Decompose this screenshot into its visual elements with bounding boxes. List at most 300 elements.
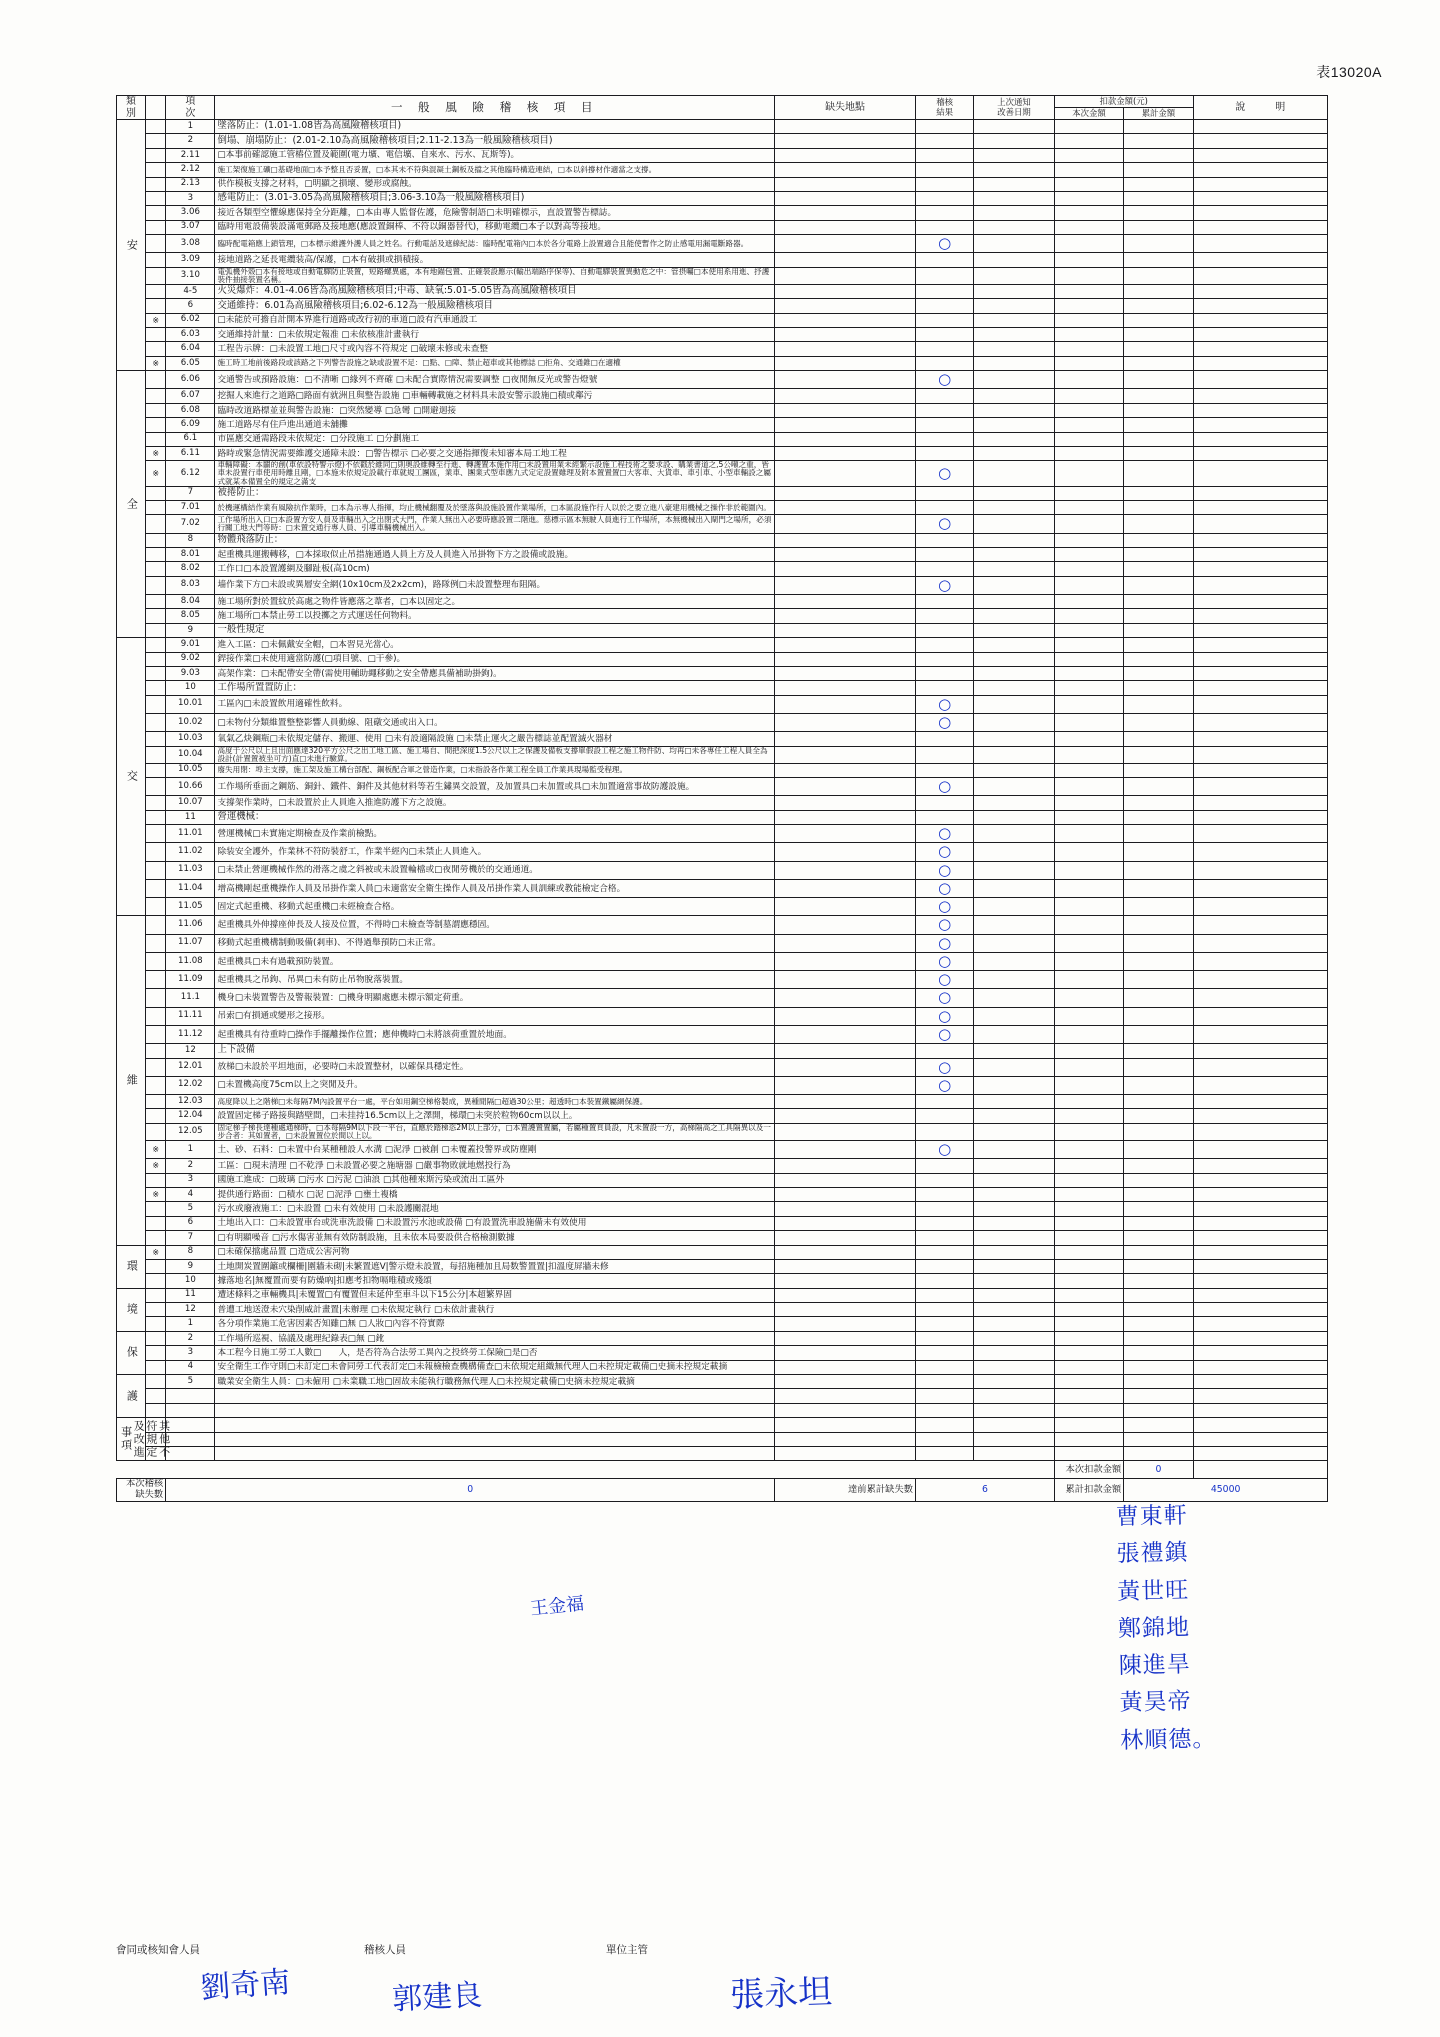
amount-total[interactable] bbox=[1124, 562, 1193, 576]
amount-this[interactable] bbox=[1054, 810, 1123, 824]
amount-total[interactable] bbox=[1124, 1432, 1193, 1446]
remark[interactable] bbox=[1193, 1159, 1327, 1173]
amount-total[interactable] bbox=[1124, 148, 1193, 162]
amount-total[interactable] bbox=[1124, 825, 1193, 843]
audit-result[interactable] bbox=[916, 1245, 974, 1259]
defect-location[interactable] bbox=[775, 461, 916, 486]
remark[interactable] bbox=[1193, 134, 1327, 148]
audit-result[interactable] bbox=[916, 1360, 974, 1374]
remark[interactable] bbox=[1193, 1173, 1327, 1187]
amount-this[interactable] bbox=[1054, 220, 1123, 234]
previous-fix-date[interactable] bbox=[974, 1159, 1055, 1173]
previous-fix-date[interactable] bbox=[974, 879, 1055, 897]
previous-fix-date[interactable] bbox=[974, 177, 1055, 191]
defect-location[interactable] bbox=[775, 486, 916, 500]
previous-fix-date[interactable] bbox=[974, 1331, 1055, 1345]
defect-location[interactable] bbox=[775, 1245, 916, 1259]
amount-this[interactable] bbox=[1054, 1140, 1123, 1158]
previous-fix-date[interactable] bbox=[974, 1375, 1055, 1389]
audit-result[interactable] bbox=[916, 1288, 974, 1302]
amount-total[interactable] bbox=[1124, 1187, 1193, 1201]
amount-total[interactable] bbox=[1124, 934, 1193, 952]
previous-fix-date[interactable] bbox=[974, 447, 1055, 461]
defect-location[interactable] bbox=[775, 898, 916, 916]
previous-fix-date[interactable] bbox=[974, 778, 1055, 796]
remark[interactable] bbox=[1193, 1140, 1327, 1158]
audit-result[interactable]: ○ bbox=[916, 576, 974, 594]
amount-total[interactable] bbox=[1124, 500, 1193, 514]
previous-fix-date[interactable] bbox=[974, 1274, 1055, 1288]
audit-result[interactable] bbox=[916, 148, 974, 162]
amount-total[interactable] bbox=[1124, 746, 1193, 763]
audit-result[interactable] bbox=[916, 191, 974, 205]
defect-location[interactable] bbox=[775, 148, 916, 162]
amount-this[interactable] bbox=[1054, 191, 1123, 205]
defect-location[interactable] bbox=[775, 533, 916, 547]
audit-result[interactable]: ○ bbox=[916, 916, 974, 934]
amount-total[interactable] bbox=[1124, 253, 1193, 267]
remark[interactable] bbox=[1193, 1187, 1327, 1201]
remark[interactable] bbox=[1193, 1418, 1327, 1432]
audit-result[interactable] bbox=[916, 810, 974, 824]
amount-total[interactable] bbox=[1124, 1403, 1193, 1417]
previous-fix-date[interactable] bbox=[974, 1245, 1055, 1259]
audit-result[interactable] bbox=[916, 1187, 974, 1201]
audit-result[interactable] bbox=[916, 652, 974, 666]
amount-total[interactable] bbox=[1124, 1058, 1193, 1076]
audit-result[interactable]: ○ bbox=[916, 843, 974, 861]
amount-total[interactable] bbox=[1124, 1159, 1193, 1173]
audit-result[interactable] bbox=[916, 1446, 974, 1460]
defect-location[interactable] bbox=[775, 796, 916, 810]
audit-result[interactable] bbox=[916, 1375, 974, 1389]
audit-result[interactable]: ○ bbox=[916, 879, 974, 897]
previous-fix-date[interactable] bbox=[974, 547, 1055, 561]
defect-location[interactable] bbox=[775, 1432, 916, 1446]
remark[interactable] bbox=[1193, 713, 1327, 731]
audit-result[interactable] bbox=[916, 1159, 974, 1173]
defect-location[interactable] bbox=[775, 1109, 916, 1123]
audit-result[interactable] bbox=[916, 1259, 974, 1273]
amount-this[interactable] bbox=[1054, 778, 1123, 796]
audit-result[interactable] bbox=[916, 562, 974, 576]
remark[interactable] bbox=[1193, 356, 1327, 370]
amount-this[interactable] bbox=[1054, 356, 1123, 370]
amount-total[interactable] bbox=[1124, 389, 1193, 403]
defect-location[interactable] bbox=[775, 746, 916, 763]
amount-this[interactable] bbox=[1054, 695, 1123, 713]
remark[interactable] bbox=[1193, 1025, 1327, 1043]
defect-location[interactable] bbox=[775, 120, 916, 134]
previous-fix-date[interactable] bbox=[974, 1123, 1055, 1140]
previous-fix-date[interactable] bbox=[974, 432, 1055, 446]
previous-fix-date[interactable] bbox=[974, 1389, 1055, 1403]
amount-this[interactable] bbox=[1054, 403, 1123, 417]
remark[interactable] bbox=[1193, 403, 1327, 417]
defect-location[interactable] bbox=[775, 500, 916, 514]
audit-result[interactable] bbox=[916, 1303, 974, 1317]
amount-this[interactable] bbox=[1054, 713, 1123, 731]
previous-fix-date[interactable] bbox=[974, 1216, 1055, 1230]
previous-fix-date[interactable] bbox=[974, 1231, 1055, 1245]
amount-total[interactable] bbox=[1124, 220, 1193, 234]
remark[interactable] bbox=[1193, 681, 1327, 695]
amount-this[interactable] bbox=[1054, 313, 1123, 327]
remark[interactable] bbox=[1193, 163, 1327, 177]
audit-result[interactable]: ○ bbox=[916, 1140, 974, 1158]
defect-location[interactable] bbox=[775, 1173, 916, 1187]
remark[interactable] bbox=[1193, 825, 1327, 843]
previous-fix-date[interactable] bbox=[974, 235, 1055, 253]
amount-total[interactable] bbox=[1124, 328, 1193, 342]
remark[interactable] bbox=[1193, 666, 1327, 680]
amount-total[interactable] bbox=[1124, 515, 1193, 533]
amount-this[interactable] bbox=[1054, 1187, 1123, 1201]
amount-this[interactable] bbox=[1054, 1403, 1123, 1417]
amount-this[interactable] bbox=[1054, 879, 1123, 897]
amount-total[interactable] bbox=[1124, 989, 1193, 1007]
audit-result[interactable] bbox=[916, 1216, 974, 1230]
audit-result[interactable] bbox=[916, 638, 974, 652]
amount-total[interactable] bbox=[1124, 1123, 1193, 1140]
amount-this[interactable] bbox=[1054, 652, 1123, 666]
remark[interactable] bbox=[1193, 1446, 1327, 1460]
amount-this[interactable] bbox=[1054, 1331, 1123, 1345]
amount-total[interactable] bbox=[1124, 796, 1193, 810]
audit-result[interactable] bbox=[916, 120, 974, 134]
previous-fix-date[interactable] bbox=[974, 120, 1055, 134]
audit-result[interactable] bbox=[916, 220, 974, 234]
previous-fix-date[interactable] bbox=[974, 1446, 1055, 1460]
amount-total[interactable] bbox=[1124, 1360, 1193, 1374]
defect-location[interactable] bbox=[775, 177, 916, 191]
amount-this[interactable] bbox=[1054, 371, 1123, 389]
remark[interactable] bbox=[1193, 267, 1327, 284]
audit-result[interactable] bbox=[916, 595, 974, 609]
defect-location[interactable] bbox=[775, 1202, 916, 1216]
remark[interactable] bbox=[1193, 1076, 1327, 1094]
previous-fix-date[interactable] bbox=[974, 695, 1055, 713]
previous-fix-date[interactable] bbox=[974, 666, 1055, 680]
defect-location[interactable] bbox=[775, 1288, 916, 1302]
amount-this[interactable] bbox=[1054, 1076, 1123, 1094]
previous-fix-date[interactable] bbox=[974, 681, 1055, 695]
remark[interactable] bbox=[1193, 879, 1327, 897]
amount-total[interactable] bbox=[1124, 1109, 1193, 1123]
defect-location[interactable] bbox=[775, 432, 916, 446]
amount-this[interactable] bbox=[1054, 843, 1123, 861]
defect-location[interactable] bbox=[775, 1159, 916, 1173]
audit-result[interactable] bbox=[916, 206, 974, 220]
amount-this[interactable] bbox=[1054, 576, 1123, 594]
amount-this[interactable] bbox=[1054, 1025, 1123, 1043]
remark[interactable] bbox=[1193, 1360, 1327, 1374]
remark[interactable] bbox=[1193, 371, 1327, 389]
audit-result[interactable] bbox=[916, 356, 974, 370]
remark[interactable] bbox=[1193, 1317, 1327, 1331]
audit-result[interactable] bbox=[916, 284, 974, 298]
amount-this[interactable] bbox=[1054, 1173, 1123, 1187]
defect-location[interactable] bbox=[775, 1216, 916, 1230]
amount-total[interactable] bbox=[1124, 609, 1193, 623]
remark[interactable] bbox=[1193, 220, 1327, 234]
defect-location[interactable] bbox=[775, 447, 916, 461]
defect-location[interactable] bbox=[775, 1346, 916, 1360]
amount-this[interactable] bbox=[1054, 1058, 1123, 1076]
audit-result[interactable] bbox=[916, 547, 974, 561]
audit-result[interactable] bbox=[916, 796, 974, 810]
defect-location[interactable] bbox=[775, 1317, 916, 1331]
amount-total[interactable] bbox=[1124, 1044, 1193, 1058]
amount-this[interactable] bbox=[1054, 609, 1123, 623]
previous-fix-date[interactable] bbox=[974, 533, 1055, 547]
amount-total[interactable] bbox=[1124, 461, 1193, 486]
amount-total[interactable] bbox=[1124, 1025, 1193, 1043]
remark[interactable] bbox=[1193, 1109, 1327, 1123]
previous-fix-date[interactable] bbox=[974, 934, 1055, 952]
defect-location[interactable] bbox=[775, 652, 916, 666]
defect-location[interactable] bbox=[775, 1095, 916, 1109]
remark[interactable] bbox=[1193, 1303, 1327, 1317]
audit-result[interactable] bbox=[916, 1346, 974, 1360]
amount-this[interactable] bbox=[1054, 1245, 1123, 1259]
previous-fix-date[interactable] bbox=[974, 898, 1055, 916]
remark[interactable] bbox=[1193, 389, 1327, 403]
previous-fix-date[interactable] bbox=[974, 148, 1055, 162]
remark[interactable] bbox=[1193, 732, 1327, 746]
audit-result[interactable]: ○ bbox=[916, 861, 974, 879]
remark[interactable] bbox=[1193, 253, 1327, 267]
amount-total[interactable] bbox=[1124, 299, 1193, 313]
amount-this[interactable] bbox=[1054, 732, 1123, 746]
audit-result[interactable] bbox=[916, 1418, 974, 1432]
remark[interactable] bbox=[1193, 695, 1327, 713]
audit-result[interactable] bbox=[916, 342, 974, 356]
defect-location[interactable] bbox=[775, 134, 916, 148]
defect-location[interactable] bbox=[775, 1274, 916, 1288]
remark[interactable] bbox=[1193, 1274, 1327, 1288]
amount-total[interactable] bbox=[1124, 403, 1193, 417]
amount-this[interactable] bbox=[1054, 1044, 1123, 1058]
remark[interactable] bbox=[1193, 1259, 1327, 1273]
previous-fix-date[interactable] bbox=[974, 1346, 1055, 1360]
amount-total[interactable] bbox=[1124, 432, 1193, 446]
defect-location[interactable] bbox=[775, 843, 916, 861]
amount-total[interactable] bbox=[1124, 371, 1193, 389]
audit-result[interactable] bbox=[916, 447, 974, 461]
amount-total[interactable] bbox=[1124, 763, 1193, 777]
previous-fix-date[interactable] bbox=[974, 267, 1055, 284]
amount-this[interactable] bbox=[1054, 533, 1123, 547]
amount-this[interactable] bbox=[1054, 971, 1123, 989]
audit-result[interactable]: ○ bbox=[916, 934, 974, 952]
remark[interactable] bbox=[1193, 206, 1327, 220]
defect-location[interactable] bbox=[775, 418, 916, 432]
amount-this[interactable] bbox=[1054, 267, 1123, 284]
previous-fix-date[interactable] bbox=[974, 1202, 1055, 1216]
remark[interactable] bbox=[1193, 418, 1327, 432]
defect-location[interactable] bbox=[775, 342, 916, 356]
defect-location[interactable] bbox=[775, 1403, 916, 1417]
amount-total[interactable] bbox=[1124, 1418, 1193, 1432]
remark[interactable] bbox=[1193, 486, 1327, 500]
defect-location[interactable] bbox=[775, 403, 916, 417]
amount-total[interactable] bbox=[1124, 1259, 1193, 1273]
amount-total[interactable] bbox=[1124, 695, 1193, 713]
previous-fix-date[interactable] bbox=[974, 1007, 1055, 1025]
amount-total[interactable] bbox=[1124, 191, 1193, 205]
remark[interactable] bbox=[1193, 515, 1327, 533]
amount-total[interactable] bbox=[1124, 713, 1193, 731]
amount-total[interactable] bbox=[1124, 486, 1193, 500]
previous-fix-date[interactable] bbox=[974, 1317, 1055, 1331]
amount-total[interactable] bbox=[1124, 163, 1193, 177]
amount-total[interactable] bbox=[1124, 1288, 1193, 1302]
previous-fix-date[interactable] bbox=[974, 313, 1055, 327]
remark[interactable] bbox=[1193, 778, 1327, 796]
amount-total[interactable] bbox=[1124, 1202, 1193, 1216]
defect-location[interactable] bbox=[775, 313, 916, 327]
amount-this[interactable] bbox=[1054, 206, 1123, 220]
audit-result[interactable] bbox=[916, 1331, 974, 1345]
audit-result[interactable] bbox=[916, 134, 974, 148]
amount-total[interactable] bbox=[1124, 533, 1193, 547]
defect-location[interactable] bbox=[775, 1007, 916, 1025]
defect-location[interactable] bbox=[775, 609, 916, 623]
previous-fix-date[interactable] bbox=[974, 916, 1055, 934]
remark[interactable] bbox=[1193, 609, 1327, 623]
remark[interactable] bbox=[1193, 177, 1327, 191]
amount-this[interactable] bbox=[1054, 916, 1123, 934]
defect-location[interactable] bbox=[775, 1076, 916, 1094]
previous-fix-date[interactable] bbox=[974, 746, 1055, 763]
previous-fix-date[interactable] bbox=[974, 1044, 1055, 1058]
defect-location[interactable] bbox=[775, 1446, 916, 1460]
amount-total[interactable] bbox=[1124, 342, 1193, 356]
remark[interactable] bbox=[1193, 1044, 1327, 1058]
audit-result[interactable] bbox=[916, 1432, 974, 1446]
defect-location[interactable] bbox=[775, 267, 916, 284]
amount-this[interactable] bbox=[1054, 898, 1123, 916]
amount-total[interactable] bbox=[1124, 1173, 1193, 1187]
amount-this[interactable] bbox=[1054, 1346, 1123, 1360]
audit-result[interactable] bbox=[916, 609, 974, 623]
audit-result[interactable] bbox=[916, 500, 974, 514]
audit-result[interactable] bbox=[916, 1403, 974, 1417]
previous-fix-date[interactable] bbox=[974, 1418, 1055, 1432]
amount-total[interactable] bbox=[1124, 916, 1193, 934]
remark[interactable] bbox=[1193, 1007, 1327, 1025]
defect-location[interactable] bbox=[775, 515, 916, 533]
previous-fix-date[interactable] bbox=[974, 623, 1055, 637]
audit-result[interactable] bbox=[916, 1095, 974, 1109]
previous-fix-date[interactable] bbox=[974, 500, 1055, 514]
remark[interactable] bbox=[1193, 1389, 1327, 1403]
defect-location[interactable] bbox=[775, 1044, 916, 1058]
amount-this[interactable] bbox=[1054, 1418, 1123, 1432]
amount-total[interactable] bbox=[1124, 177, 1193, 191]
previous-fix-date[interactable] bbox=[974, 1173, 1055, 1187]
previous-fix-date[interactable] bbox=[974, 576, 1055, 594]
defect-location[interactable] bbox=[775, 681, 916, 695]
remark[interactable] bbox=[1193, 595, 1327, 609]
remark[interactable] bbox=[1193, 576, 1327, 594]
previous-fix-date[interactable] bbox=[974, 220, 1055, 234]
amount-this[interactable] bbox=[1054, 562, 1123, 576]
audit-result[interactable] bbox=[916, 763, 974, 777]
remark[interactable] bbox=[1193, 1123, 1327, 1140]
audit-result[interactable] bbox=[916, 432, 974, 446]
remark[interactable] bbox=[1193, 952, 1327, 970]
defect-location[interactable] bbox=[775, 1418, 916, 1432]
amount-total[interactable] bbox=[1124, 810, 1193, 824]
defect-location[interactable] bbox=[775, 695, 916, 713]
amount-this[interactable] bbox=[1054, 486, 1123, 500]
audit-result[interactable]: ○ bbox=[916, 778, 974, 796]
audit-result[interactable] bbox=[916, 533, 974, 547]
amount-this[interactable] bbox=[1054, 299, 1123, 313]
defect-location[interactable] bbox=[775, 328, 916, 342]
amount-this[interactable] bbox=[1054, 342, 1123, 356]
previous-fix-date[interactable] bbox=[974, 515, 1055, 533]
amount-this[interactable] bbox=[1054, 1259, 1123, 1273]
remark[interactable] bbox=[1193, 1245, 1327, 1259]
amount-this[interactable] bbox=[1054, 120, 1123, 134]
audit-result[interactable]: ○ bbox=[916, 515, 974, 533]
previous-fix-date[interactable] bbox=[974, 206, 1055, 220]
audit-result[interactable] bbox=[916, 299, 974, 313]
audit-result[interactable] bbox=[916, 732, 974, 746]
amount-total[interactable] bbox=[1124, 1076, 1193, 1094]
remark[interactable] bbox=[1193, 989, 1327, 1007]
amount-this[interactable] bbox=[1054, 934, 1123, 952]
defect-location[interactable] bbox=[775, 1231, 916, 1245]
amount-this[interactable] bbox=[1054, 1317, 1123, 1331]
defect-location[interactable] bbox=[775, 547, 916, 561]
previous-fix-date[interactable] bbox=[974, 1187, 1055, 1201]
amount-this[interactable] bbox=[1054, 134, 1123, 148]
audit-result[interactable]: ○ bbox=[916, 1025, 974, 1043]
amount-total[interactable] bbox=[1124, 898, 1193, 916]
previous-fix-date[interactable] bbox=[974, 810, 1055, 824]
defect-location[interactable] bbox=[775, 861, 916, 879]
audit-result[interactable] bbox=[916, 623, 974, 637]
previous-fix-date[interactable] bbox=[974, 191, 1055, 205]
remark[interactable] bbox=[1193, 148, 1327, 162]
remark[interactable] bbox=[1193, 342, 1327, 356]
amount-this[interactable] bbox=[1054, 746, 1123, 763]
defect-location[interactable] bbox=[775, 763, 916, 777]
amount-this[interactable] bbox=[1054, 666, 1123, 680]
audit-result[interactable] bbox=[916, 1109, 974, 1123]
amount-total[interactable] bbox=[1124, 576, 1193, 594]
amount-this[interactable] bbox=[1054, 796, 1123, 810]
remark[interactable] bbox=[1193, 1288, 1327, 1302]
previous-fix-date[interactable] bbox=[974, 1109, 1055, 1123]
previous-fix-date[interactable] bbox=[974, 843, 1055, 861]
audit-result[interactable]: ○ bbox=[916, 825, 974, 843]
amount-this[interactable] bbox=[1054, 1216, 1123, 1230]
remark[interactable] bbox=[1193, 971, 1327, 989]
amount-total[interactable] bbox=[1124, 356, 1193, 370]
defect-location[interactable] bbox=[775, 732, 916, 746]
remark[interactable] bbox=[1193, 861, 1327, 879]
amount-this[interactable] bbox=[1054, 284, 1123, 298]
remark[interactable] bbox=[1193, 916, 1327, 934]
previous-fix-date[interactable] bbox=[974, 389, 1055, 403]
previous-fix-date[interactable] bbox=[974, 284, 1055, 298]
amount-this[interactable] bbox=[1054, 1389, 1123, 1403]
